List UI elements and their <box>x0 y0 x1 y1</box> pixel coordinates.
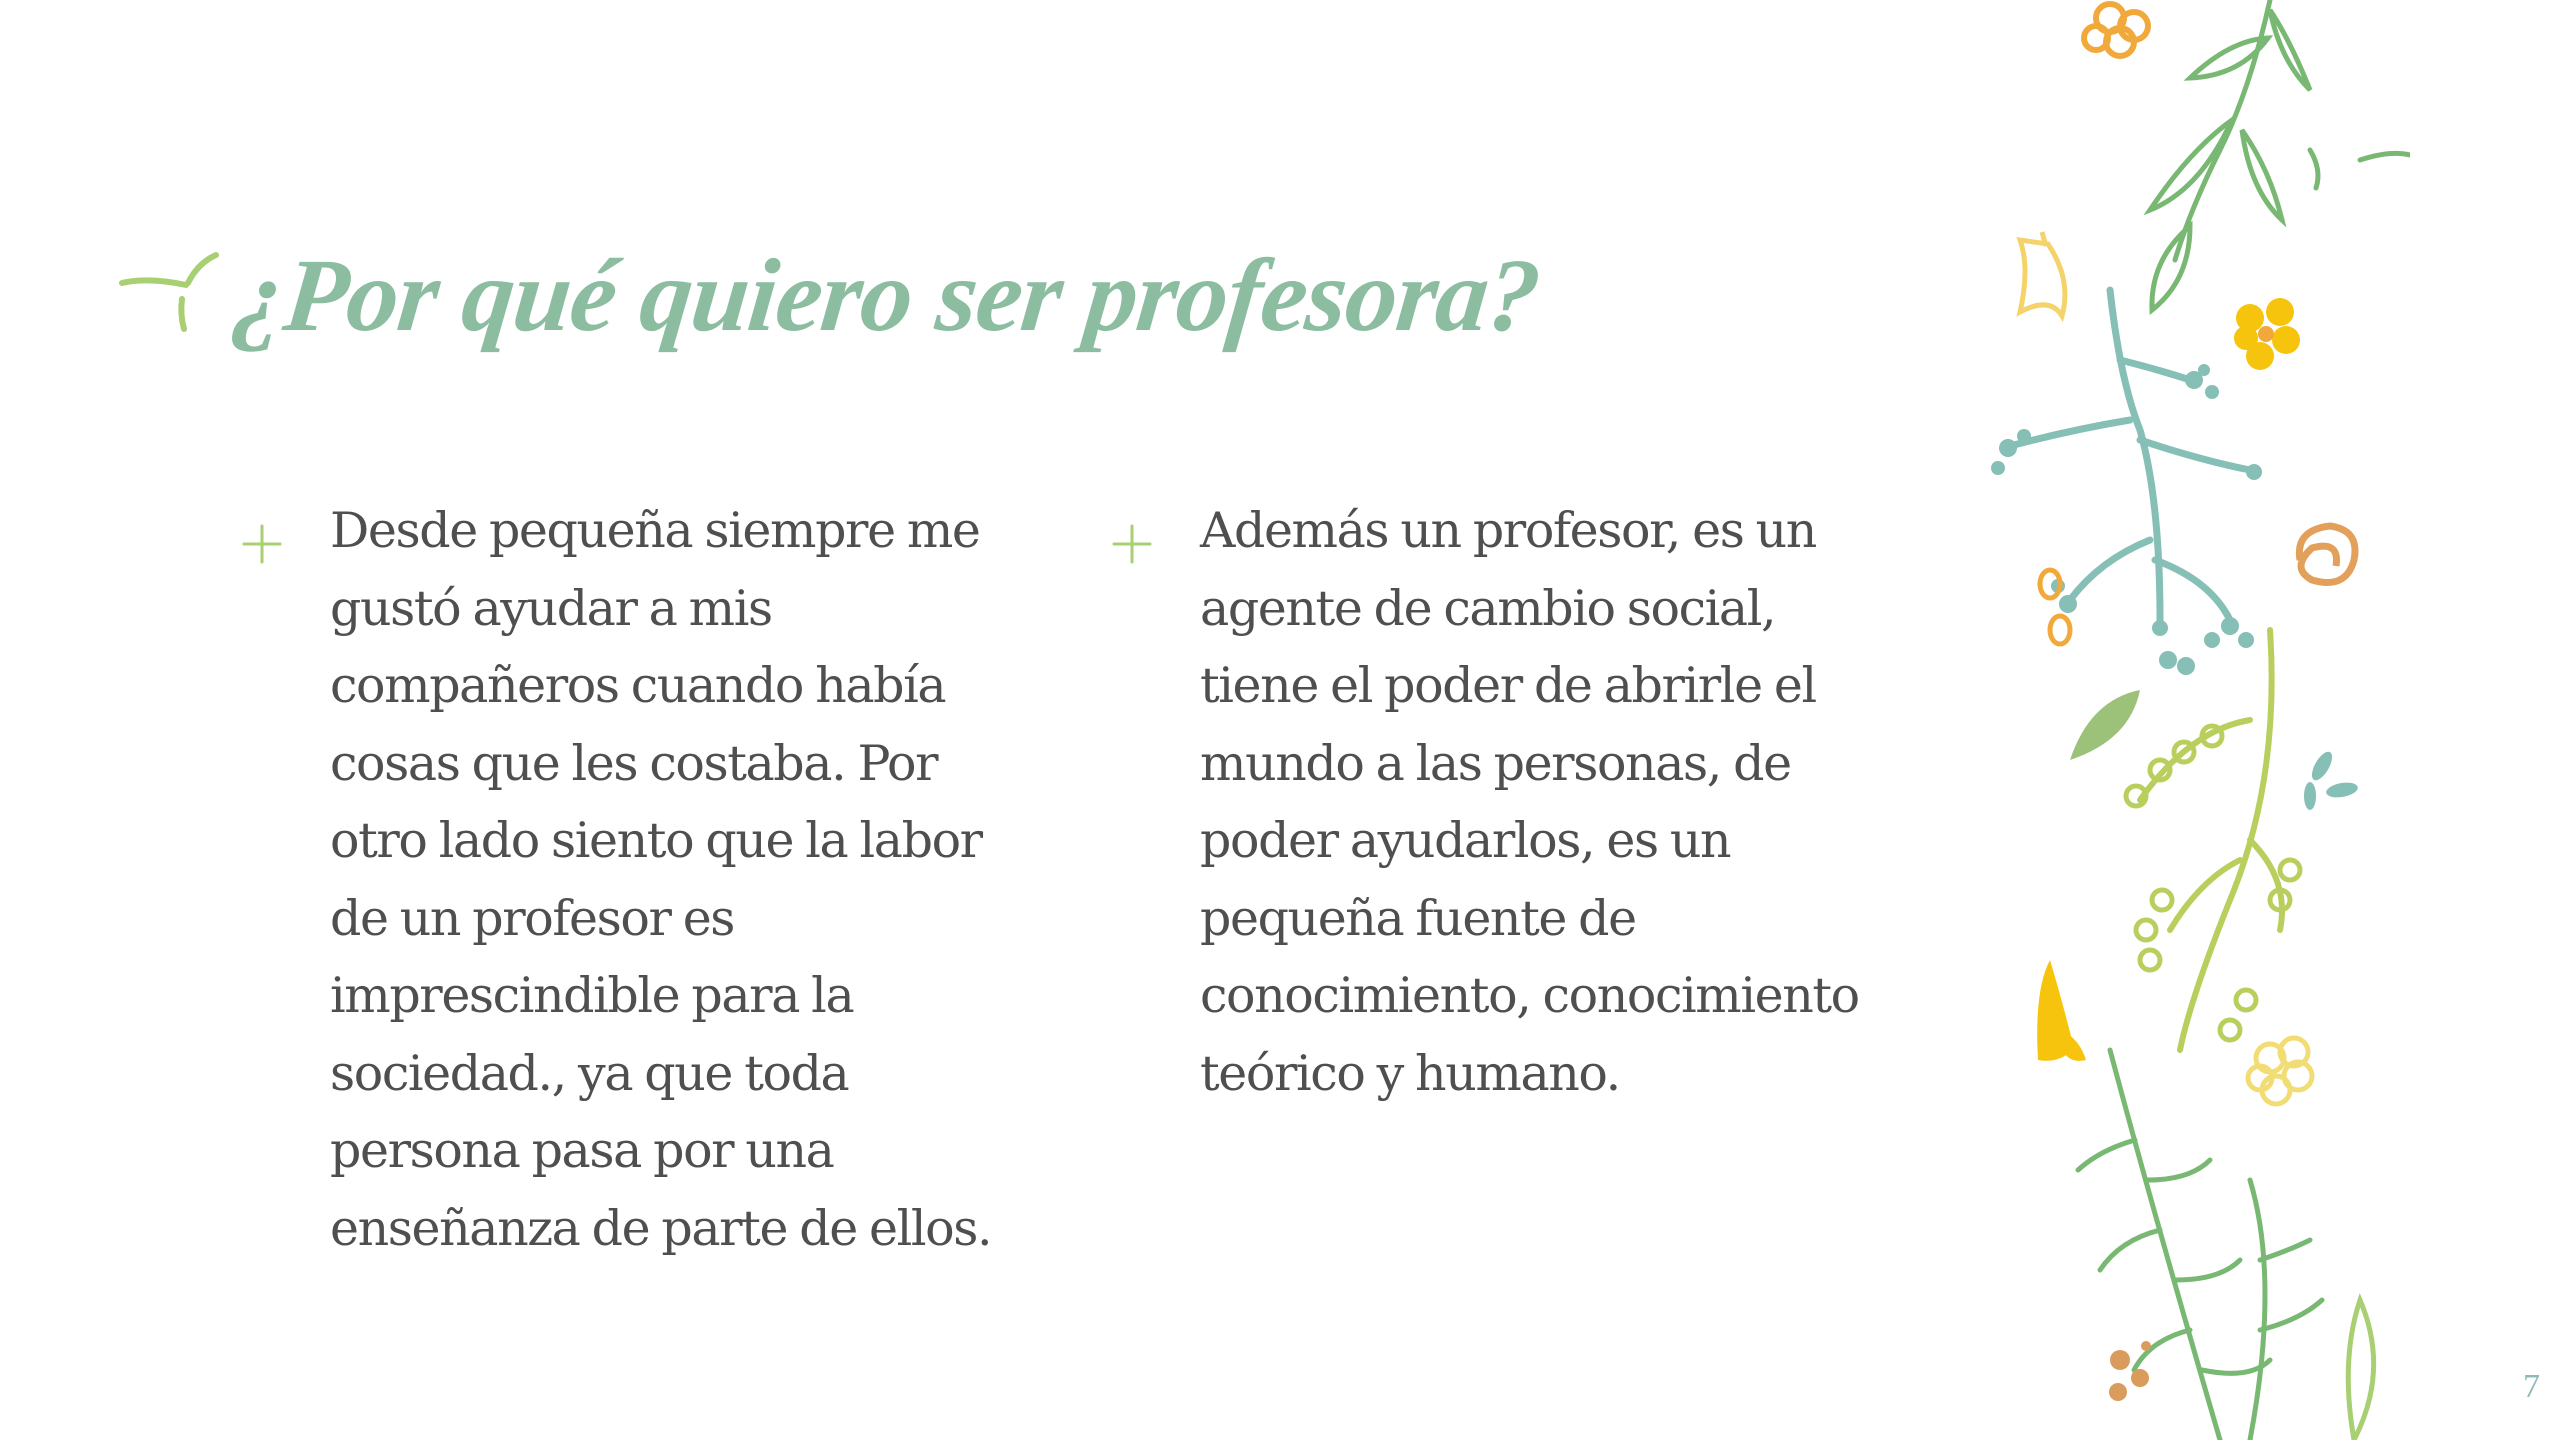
yellow-bell-flower-icon <box>2020 232 2065 316</box>
title-block <box>118 236 1545 355</box>
orange-flower-icon <box>2084 4 2148 56</box>
plus-icon <box>240 522 284 566</box>
sprig-icon <box>118 241 228 351</box>
teal-leaves-icon <box>2304 749 2359 810</box>
bullet-column-right <box>1110 492 1890 1112</box>
pale-yellow-flower-icon <box>2248 1038 2312 1104</box>
bullet-text: Desde pequeña siempre me gustó ayudar a mis compañeros cuando había cosas que les costaba. Por otro lado siento que la labor de un profesor es imprescindible para la sociedad., ya que toda persona pasa por una enseñanza de parte de ellos. <box>330 502 992 1257</box>
yellow-tulip-icon <box>2037 960 2086 1061</box>
fern-vine-icon <box>2140 630 2282 1050</box>
bullet-column-left <box>240 492 1020 1267</box>
slide-title: ¿Por qué quiero ser profesora? <box>227 238 1545 353</box>
plus-icon <box>1110 522 1154 566</box>
green-leaf-icon <box>2348 1300 2373 1440</box>
page-number: 7 <box>2523 1368 2540 1405</box>
orange-spiral-flower-icon <box>2299 526 2355 583</box>
yellow-flower-icon <box>2234 298 2300 370</box>
floral-vine-illustration <box>1950 0 2410 1440</box>
bullet-text: Además un profesor, es un agente de cambio social, tiene el poder de abrirle el mundo a las personas, de poder ayudarlos, es un pequeña fuente de conocimiento, conocimiento teórico y humano. <box>1200 502 1859 1102</box>
green-leaf-icon <box>2070 690 2140 760</box>
herb-sprig-icon <box>2078 1050 2322 1440</box>
leafy-vine-icon <box>2150 0 2410 310</box>
brown-seeds-icon <box>2109 1341 2151 1401</box>
